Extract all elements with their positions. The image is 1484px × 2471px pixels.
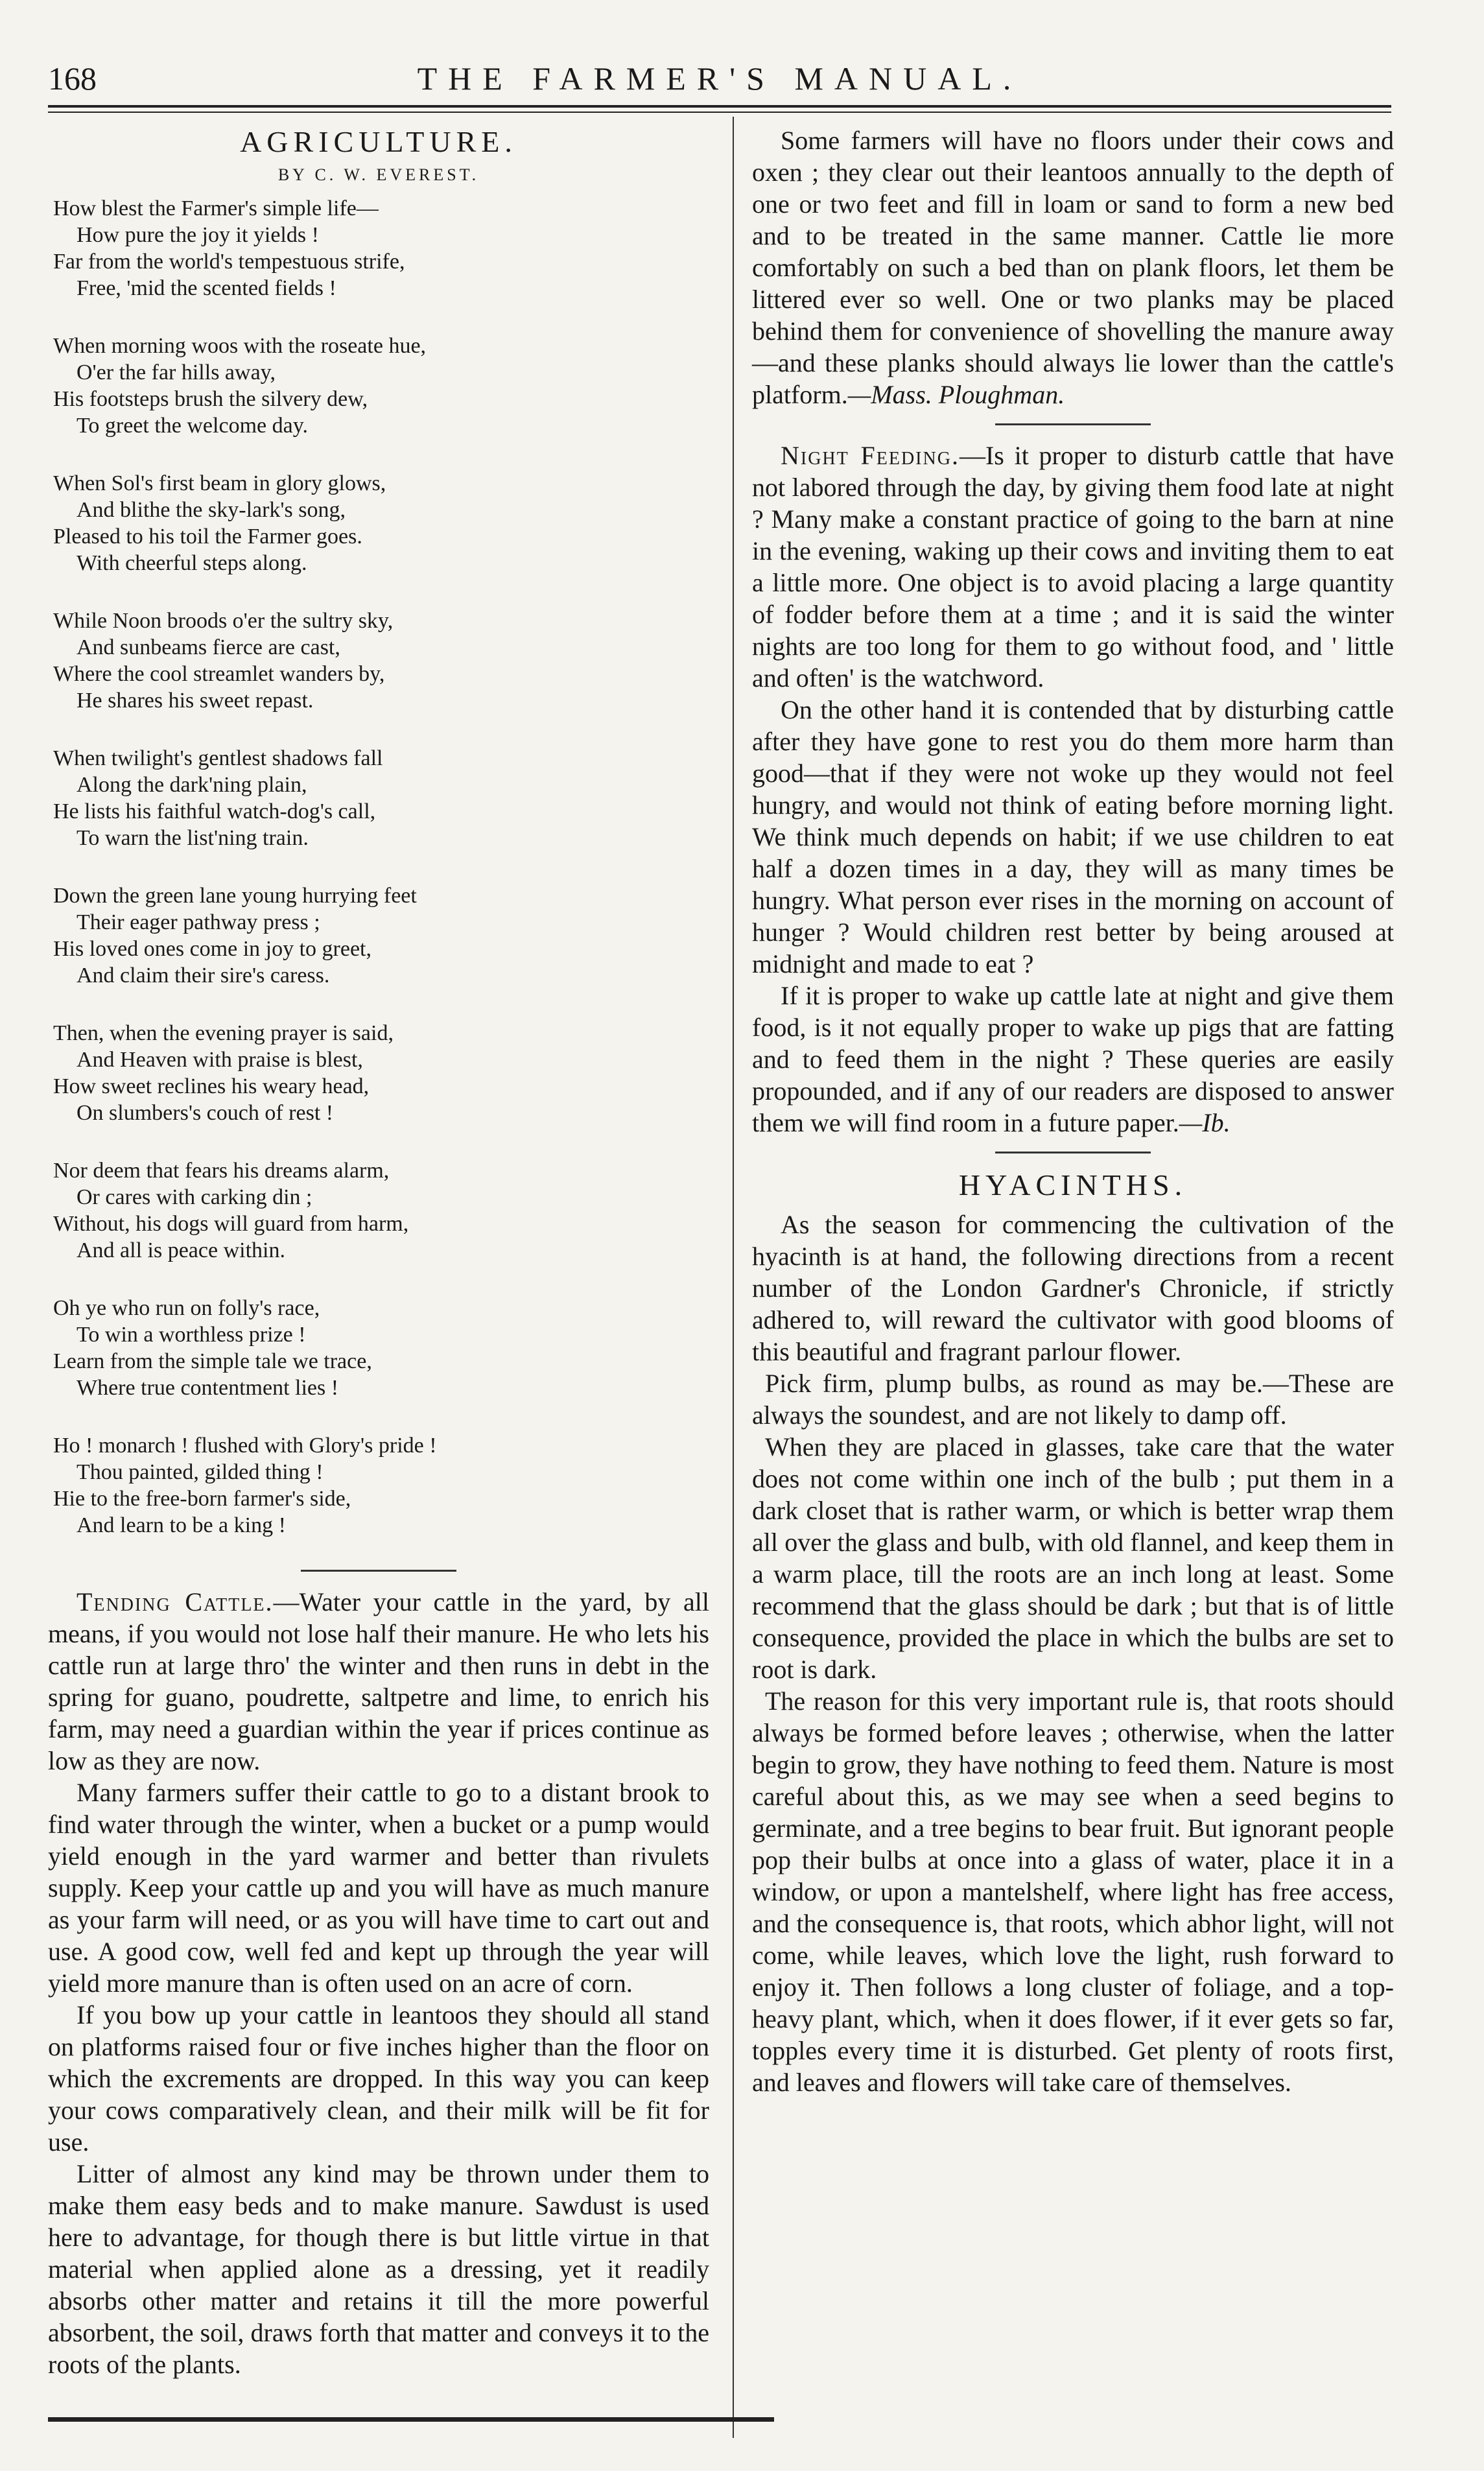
- poem-line: To warn the list'ning train.: [77, 826, 309, 850]
- poem-line: How pure the joy it yields !: [77, 223, 319, 247]
- poem-line: And all is peace within.: [77, 1238, 285, 1262]
- poem-line: Down the green lane young hurrying feet: [53, 884, 417, 908]
- article-title: Tending Cattle.: [77, 1587, 274, 1616]
- section-separator: [995, 423, 1151, 425]
- article-paragraph: Tending Cattle.—Water your cattle in the yard, by all means, if you would not lose half their manure. He who lets his cattle run at large thro' the winter and then runs in debt in the spring for guano, poudrette, saltpetre and lime, to enrich his farm, may need a guardian within the year if prices continue as low as they are now.: [48, 1587, 709, 1775]
- poem-stanza: [48, 1157, 709, 1264]
- poem-line: Ho ! monarch ! flushed with Glory's pride !: [53, 1434, 437, 1458]
- poem-line: And Heaven with praise is blest,: [77, 1048, 363, 1072]
- poem-line: He lists his faithful watch-dog's call,: [53, 799, 376, 823]
- night-feeding-article: [752, 440, 1394, 1139]
- poem-line: Or cares with carking din ;: [77, 1185, 312, 1209]
- poem-line: How blest the Farmer's simple life—: [53, 196, 379, 220]
- article-source: —Ib.: [1179, 1108, 1231, 1137]
- article-paragraph: Some farmers will have no floors under their cows and oxen ; they clear out their leantoos annually to the depth of one or two feet and fill in loam or sand to form a new bed and to be treated in the same manner. Cattle lie more comfortably on such a bed than on plank floors, let them be littered ever so well. One or two planks may be placed behind them for convenience of shovelling the manure away—and these planks should always lie lower than the cattle's platform.—Mass. Ploughman.: [752, 126, 1394, 409]
- poem-line: He shares his sweet repast.: [77, 689, 314, 713]
- poem-line: To win a worthless prize !: [77, 1323, 306, 1347]
- article-paragraph: When they are placed in glasses, take care that the water does not come within one inch of the bulb ; put them in a dark closet that is rather warm, or which is better wrap them all over the glass and bulb, with old flannel, and keep them in a warm place, till the roots are an inch long at least. Some recommend that the glass should be dark ; but that is of little consequence, provided the place in which the bulbs are set to root is dark.: [752, 1432, 1394, 1684]
- left-column: [48, 124, 709, 2380]
- article-paragraph: If you bow up your cattle in leantoos they should all stand on platforms raised four or five inches higher than the floor on which the excrements are dropped. In this way you can keep your cows comparatively clean, and their milk will be fit for use.: [48, 2000, 709, 2157]
- header-rule-thin: [48, 112, 1391, 113]
- page-number: 168: [48, 60, 97, 97]
- poem-stanza: [48, 1020, 709, 1126]
- tending-cattle-article: [48, 1586, 709, 2380]
- poem-line: O'er the far hills away,: [77, 361, 276, 384]
- column-divider: [733, 117, 734, 2438]
- poem-line: When Sol's first beam in glory glows,: [53, 471, 386, 495]
- poem-line: Without, his dogs will guard from harm,: [53, 1212, 409, 1236]
- poem-line: Their eager pathway press ;: [77, 910, 320, 934]
- poem-line: And learn to be a king !: [77, 1513, 286, 1537]
- poem-line: Free, 'mid the scented fields !: [77, 276, 336, 300]
- poem-line: Far from the world's tempestuous strife,: [53, 250, 405, 274]
- poem-line: How sweet reclines his weary head,: [53, 1074, 370, 1098]
- article-paragraph: Litter of almost any kind may be thrown under them to make them easy beds and to make manure. Sawdust is used here to advantage, for though there is but little virtue in that material when applied alone as a dressing, yet it readily absorbs other matter and retains it till the more powerful absorbent, the soil, draws forth that matter and conveys it to the roots of the plants.: [48, 2159, 709, 2379]
- poem-line: And blithe the sky-lark's song,: [77, 498, 346, 522]
- poem-line: Where the cool streamlet wanders by,: [53, 662, 385, 686]
- article-title: Night Feeding.: [781, 441, 960, 470]
- poem-stanza: [48, 1295, 709, 1401]
- hyacinths-article: [752, 1168, 1394, 2098]
- article-paragraph: Night Feeding.—Is it proper to disturb cattle that have not labored through the day, by giving them food late at night ? Many make a constant practice of going to the barn at nine in the evening, waking up their cows and inviting them to eat a little more. One object is to avoid placing a large quantity of fodder before them at a time ; and it is said the winter nights are too long for them to go without food, and ' little and often' is the watchword.: [752, 441, 1394, 692]
- poem-line: Learn from the simple tale we trace,: [53, 1349, 372, 1373]
- article-paragraph: Pick firm, plump bulbs, as round as may be.—These are always the soundest, and are not likely to damp off.: [752, 1369, 1394, 1430]
- poem-stanza: [48, 333, 709, 439]
- poem-stanza: [48, 1432, 709, 1539]
- poem-stanza: [48, 608, 709, 714]
- poem-line: Thou painted, gilded thing !: [77, 1460, 324, 1484]
- poem-line: On slumbers's couch of rest !: [77, 1101, 334, 1125]
- poem-line: While Noon broods o'er the sultry sky,: [53, 609, 394, 633]
- poem-line: When morning woos with the roseate hue,: [53, 334, 427, 358]
- poem-line: When twilight's gentlest shadows fall: [53, 746, 383, 770]
- poem-stanza: [48, 195, 709, 301]
- header-rule: [48, 105, 1391, 108]
- poem-title: AGRICULTURE.: [240, 125, 517, 158]
- poem-line: Oh ye who run on folly's race,: [53, 1296, 320, 1320]
- footer-rule: [48, 2417, 774, 2422]
- poem-stanza: [48, 882, 709, 989]
- poem-line: His loved ones come in joy to greet,: [53, 937, 372, 961]
- poem-body: [48, 195, 709, 1539]
- poem-stanza: [48, 470, 709, 576]
- article-heading: HYACINTHS.: [958, 1168, 1188, 1201]
- poem-line: Nor deem that fears his dreams alarm,: [53, 1159, 390, 1183]
- article-paragraph: The reason for this very important rule is, that roots should always be formed before leaves ; otherwise, when the latter begin to grow, they have nothing to feed them. Nature is most careful about this, as we may see when a seed begins to germinate, and a tree begins to bear fruit. But ignorant people pop their bulbs at once into a glass of water, place it in a window, or upon a mantelshelf, where light has free access, and the consequence is, that roots, which abhor light, will not come, while leaves, which love the light, rush forward to enjoy it. Then follows a long cluster of foliage, and a top-heavy plant, which, when it does flower, if it ever gets so far, topples every time it is disturbed. Get plenty of roots first, and leaves and flowers will take care of themselves.: [752, 1686, 1394, 2097]
- poem-line: To greet the welcome day.: [77, 414, 308, 438]
- article-paragraph: On the other hand it is contended that by disturbing cattle after they have gone to rest you do them more harm than good—that if they were not woke up they would not feel hungry, and would not think of eating before morning light. We think much depends on habit; if we use children to eat half a dozen times in a day, they will as many times be hungry. What person ever rises in the morning on account of hunger ? Would children rest better by being aroused at midnight and made to eat ?: [752, 695, 1394, 978]
- poem-line: Hie to the free-born farmer's side,: [53, 1487, 351, 1511]
- article-paragraph: As the season for commencing the cultivation of the hyacinth is at hand, the following directions from a recent number of the London Gardner's Chronicle, if strictly adhered to, will reward the cultivator with good blooms of this beautiful and fragrant parlour flower.: [752, 1210, 1394, 1366]
- article-source: —Mass. Ploughman.: [847, 380, 1065, 409]
- right-column: [752, 124, 1394, 2098]
- poem-line: And claim their sire's caress.: [77, 964, 330, 987]
- section-separator: [301, 1570, 456, 1572]
- poem-line: With cheerful steps along.: [77, 551, 307, 575]
- poem-line: His footsteps brush the silvery dew,: [53, 387, 368, 411]
- article-paragraph: Many farmers suffer their cattle to go to a distant brook to find water through the winter, when a bucket or a pump would yield enough in the yard warmer and better than rivulets supply. Keep your cattle up and you will have as much manure as your farm will need, or as you will have time to cart out and use. A good cow, well fed and kept up through the year will yield more manure than is often used on an acre of corn.: [48, 1778, 709, 1998]
- poem-byline: BY C. W. EVEREST.: [277, 165, 480, 184]
- poem-line: Pleased to his toil the Farmer goes.: [53, 525, 362, 549]
- poem-line: Then, when the evening prayer is said,: [53, 1021, 394, 1045]
- section-separator: [995, 1152, 1151, 1153]
- poem-line: Where true contentment lies !: [77, 1376, 339, 1400]
- poem-line: And sunbeams fierce are cast,: [77, 635, 340, 659]
- poem-line: Along the dark'ning plain,: [77, 773, 307, 797]
- running-head: THE FARMER'S MANUAL.: [417, 60, 1022, 97]
- article-paragraph: If it is proper to wake up cattle late at night and give them food, is it not equally proper to wake up pigs that are fatting and to feed them in the night ? These queries are easily propounded, and if any of our readers are disposed to answer them we will find room in a future paper.—Ib.: [752, 981, 1394, 1137]
- poem-stanza: [48, 745, 709, 851]
- page-header: [48, 60, 1391, 105]
